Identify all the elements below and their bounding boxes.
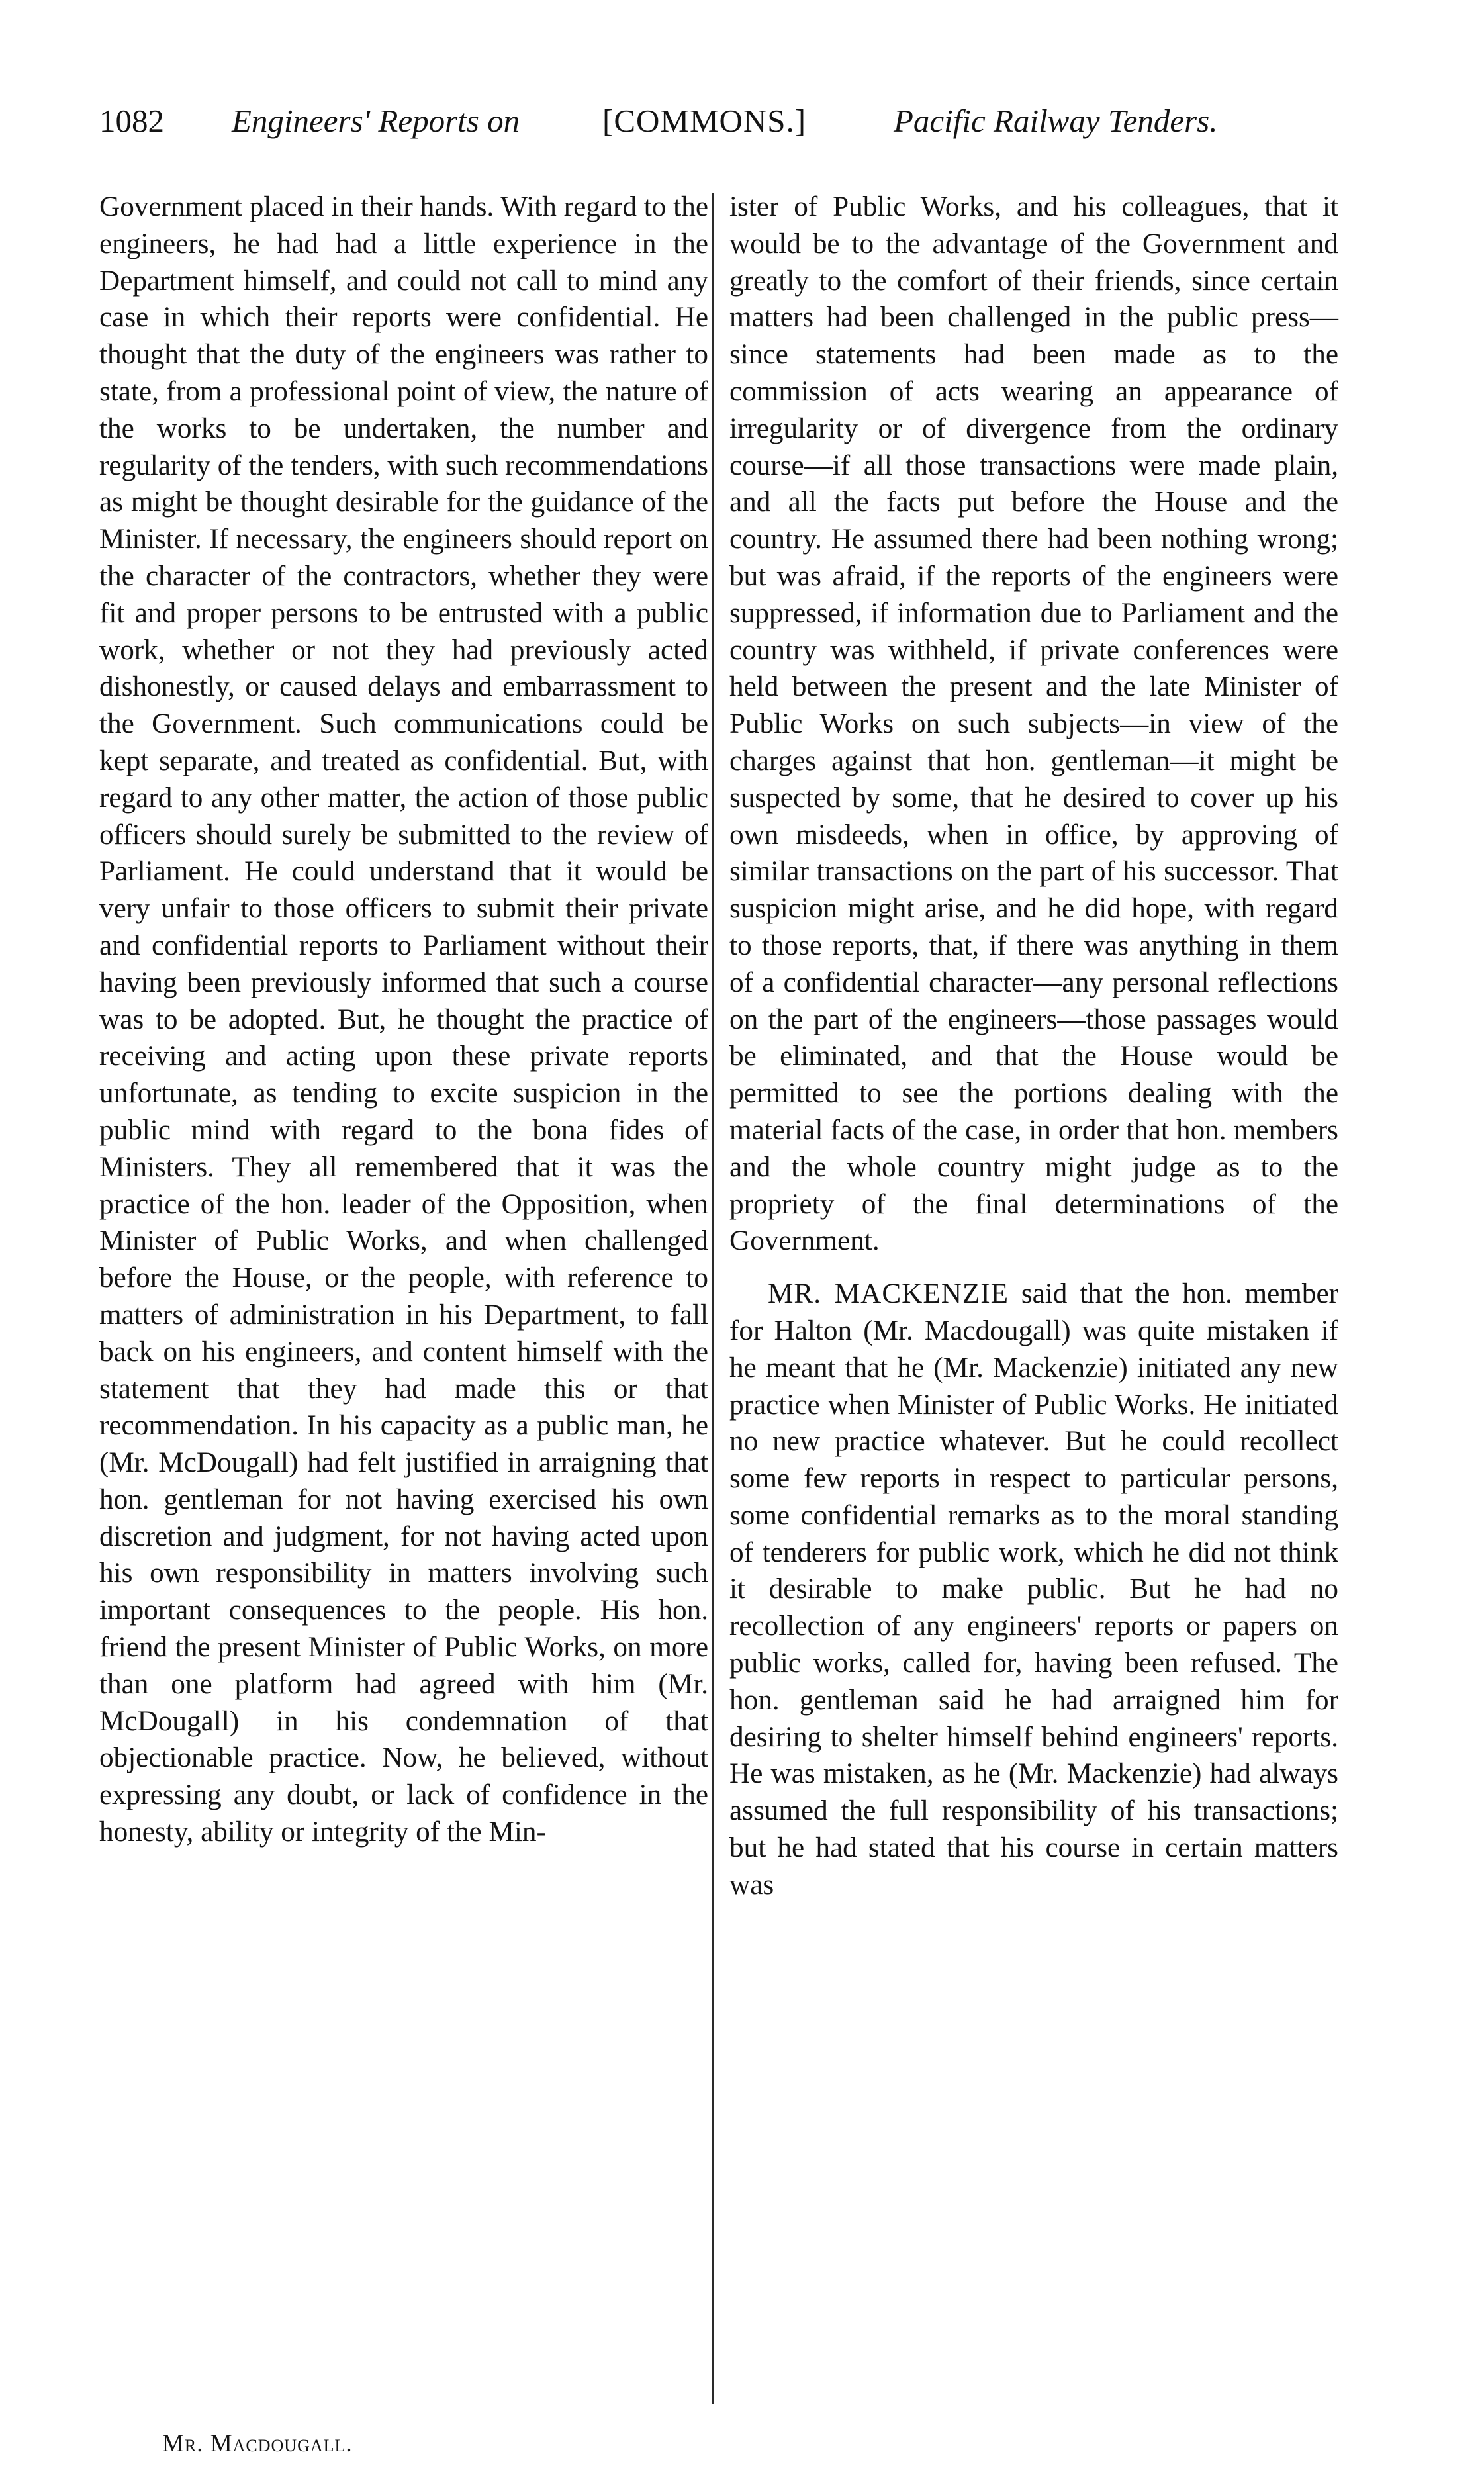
column-divider (712, 193, 714, 2404)
right-paragraph-2 (729, 1276, 1338, 1904)
left-paragraph-1: Government placed in their hands. With regard to the engineers, he had had a little experience in the Department himself, and could not call to mind any case in which their reports were confidential. He thought that the duty of the engineers was rather to state, from a professional point of view, the nature of the works to be undertaken, the number and regularity of the tenders, with such recommendations as might be thought desirable for the guidance of the Minister. If necessary, the engineers should report on the character of the contractors, whether they were fit and proper persons to be entrusted with a public work, whether or not they had previously acted dishonestly, or caused delays and embarrassment to the Government. Such communications could be kept separate, and treated as confidential. But, with regard to any other matter, the action of those public officers should surely be submitted to the review of Parliament. He could understand that it would be very unfair to those officers to submit their private and confidential reports to Parliament without their having been previously informed that such a course was to be adopted. But, he thought the practice of receiving and acting upon these private reports unfortunate, as tending to excite suspicion in the public mind with regard to the bona fides of Ministers. They all remembered that it was the practice of the hon. leader of the Opposition, when Minister of Public Works, and when challenged before the House, or the people, with reference to matters of administration in his Department, to fall back on his engineers, and content himself with the statement that they had made this or that recommendation. In his capacity as a public man, he (Mr. McDougall) had felt justified in arraigning that hon. gentleman for not having exercised his own discretion and judgment, for not having acted upon his own responsibility in matters involving such important consequences to the people. His hon. friend the present Minister of Public Works, on more than one platform had agreed with him (Mr. McDougall) in his condemnation of that objectionable practice. Now, he believed, without expressing any doubt, or lack of confidence in the honesty, ability or integrity of the Min- (99, 191, 708, 1848)
right-paragraph-1: ister of Public Works, and his colleagues, that it would be to the advantage of the Government and greatly to the comfort of their friends, since certain matters had been challenged in the public press— since statements had been made as to the commission of acts wearing an appearance of irregularity or of divergence from the ordinary course—if all those transactions were made plain, and all the facts put before the House and the country. He assumed there had been nothing wrong; but was afraid, if the reports of the engineers were suppressed, if information due to Parliament and the country was withheld, if private conferences were held between the present and the late Minister of Public Works on such subjects—in view of the charges against that hon. gentleman—it might be suspected by some, that he desired to cover up his own misdeeds, when in office, by approving of similar transactions on the part of his successor. That suspicion might arise, and he did hope, with regard to those reports, that, if there was anything in them of a confidential character—any personal reflections on the part of the engineers—those passages would be eliminated, and that the House would be permitted to see the portions dealing with the material facts of the case, in order that hon. members and the whole country might judge as to the propriety of the final determinations of the Government. (729, 191, 1338, 1257)
page-header (99, 98, 1274, 144)
left-column (99, 189, 708, 1851)
running-title-right: Pacific Railway Tenders. (894, 103, 1218, 139)
page-number: 1082 (99, 103, 164, 139)
running-title-left: Engineers' Reports on (232, 103, 520, 139)
page-footer-speaker: Mr. Macdougall. (162, 2430, 353, 2457)
speaker-name: MR. MACKENZIE (768, 1278, 1009, 1310)
right-column (729, 189, 1338, 1904)
running-title-center: [COMMONS.] (602, 103, 807, 139)
right-paragraph-2-text: said that the hon. member for Halton (Mr. Macdougall) was quite mistaken if he meant that he (Mr. Mackenzie) initiated any new practice when Minister of Public Works. He initiated no new practice whatever. But he could recollect some few reports in respect to particular persons, some confidential remarks as to the moral standing of tenderers for public work, which he did not think it desirable to make public. But he had no recollection of any engineers' reports or papers on public works, called for, having been refused. The hon. gentleman said he had arraigned him for desiring to shelter himself behind engineers' reports. He was mistaken, as he (Mr. Mackenzie) had always assumed the full responsibility of his transactions; but he had stated that his course in certain matters was (729, 1278, 1339, 1900)
